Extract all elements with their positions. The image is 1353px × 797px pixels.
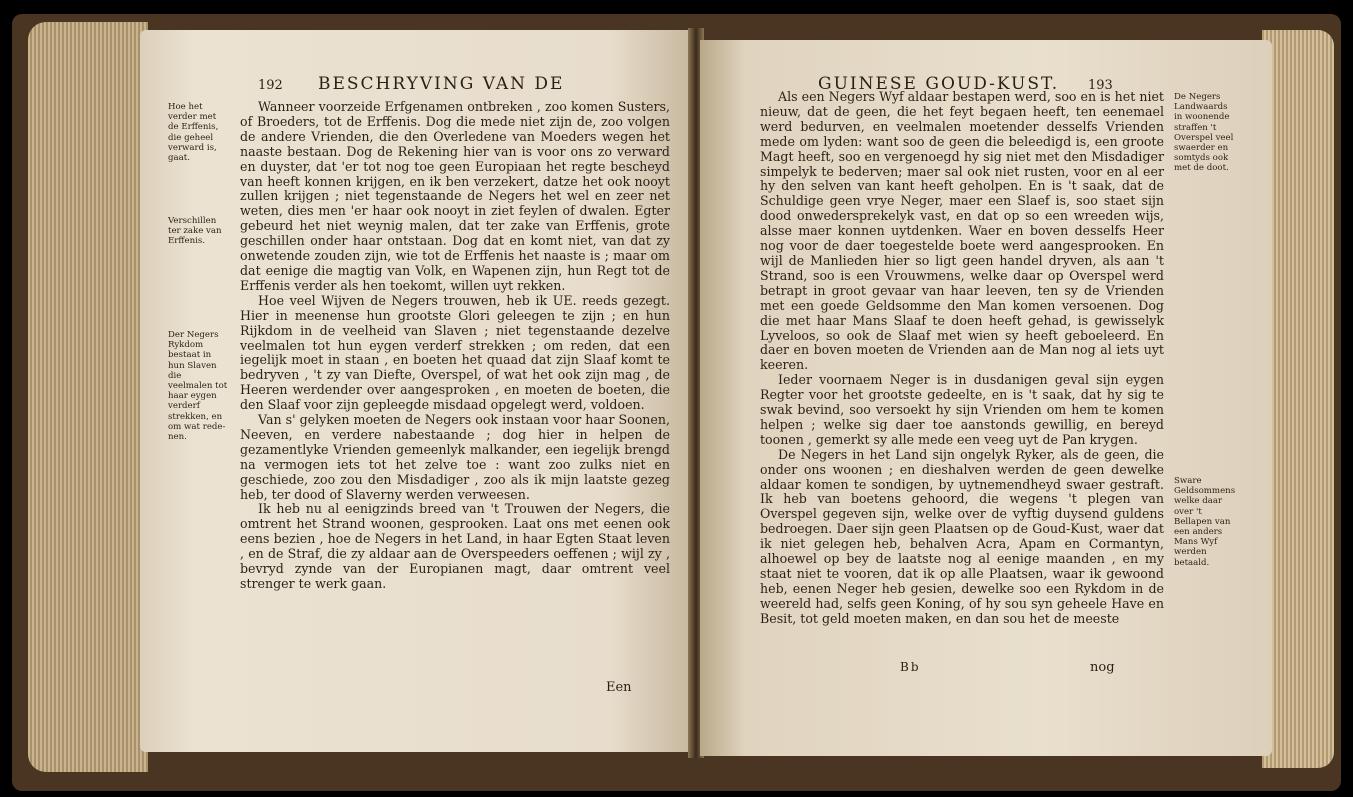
right-page-edges xyxy=(1262,30,1334,768)
right-catchword: nog xyxy=(1090,660,1115,675)
right-paragraph-1: Als een Negers Wyf aldaar bestapen werd, soo en is het niet nieuw, dat de geen, die het feyt begaen heeft, ten eenemael werd bedurven, en veelmalen moetender desselfs Vrienden mede om lyden: want soo de geen die beleedigd is, een groote Magt heeft, soo en vergenoegd hy sig niet met den Misdadiger simpelyk te bederven; maer sal ook niet rusten, voor en al eer hy den selven van kant heeft geholpen. En is 't saak, dat de Schuldige geen vrye Neger, maer een Slaef is, soo staet sijn dood onwedersprekelyk vast, en dat op so een wreeden wijs, alsse maer konnen uytdenken. Waer en boven desselfs Heer nog voor de daer toegestelde boete werd aangesprooken. En wijl de Manlieden hier so ligt geen handel dryven, als aan 't Strand, soo is een Vrouwmens, welke daar op Overspel werd betrapt in groot gevaar van haar leeven, ten sy de Vrienden met een goede Geldsomme den Man komen versoenen. Dog die met haar Mans Slaaf te doen heeft gehad, is gewisselyk Lyveloos, so ook de Slaaf met wien sy heeft geboeleerd. En daer en boven moeten de Vrienden aan de Man nog al iets uyt keeren. xyxy=(760,89,1164,373)
left-catchword: Een xyxy=(606,680,632,695)
left-paragraph-3: Van s' gelyken moeten de Negers ook instaan voor haar Soonen, Neeven, en verdere nabestaande ; dog hier in helpen de gezamentlyke Vrienden gemeenlyk malkander, een iegelijk brengd na vermogen iets tot het zelve toe : want zoo zulks niet en geschiede, zoo zou den Misdadiger , zoo als ik mijn laatste gezeg heb, ter dood of Slaverny werden verweesen. xyxy=(240,412,670,502)
right-running-head: GUINESE GOUD-KUST. xyxy=(818,74,1060,94)
left-page xyxy=(140,30,692,752)
right-page-text xyxy=(760,90,1164,627)
right-paragraph-3: De Negers in het Land sijn ongelyk Ryker, als de geen, die onder ons woonen ; en dieshalven werden de geen dewelke aldaar komen te sondigen, by uytnemendheyd swaer gestraft. Ik heb van boetens gehoord, die wegens 't plegen van Overspel gegeven sijn, welke over de vyftig duysend guldens bedroegen. Daer sijn geen Plaatsen op de Goud-Kust, waer dat ik niet gelegen heb, behalven Acra, Apam en Cormantyn, alhoewel op bey de laatste nog al eenige maanden , en my staat niet te vooren, dat ik op alle Plaatsen, waar ik gewoond heb, eenen Neger heb gesien, dewelke soo een Rykdom in de weereld had, selfs geen Koning, of hy sou syn geheele Have en Besit, tot geld moeten maken, en dan sou het de meeste xyxy=(760,446,1164,626)
right-page xyxy=(700,40,1272,756)
left-paragraph-2: Hoe veel Wijven de Negers trouwen, heb ik UE. reeds gezegt. Hier in meenense hun grootste Glori geleegen te zijn ; en hun Rijkdom in de veelheid van Slaven ; niet tegenstaande dezelve veelmalen tot hun eygen verderf strekken ; om reden, dat een iegelijk moet in staan , en boeten het quaad dat zijn Slaaf komt te bedryven , 't zy van Diefte, Overspel, of wat het ook zijn mag , de Heeren werdender over aangesproken , en moeten de boeten, die den Slaaf voor zijn gepleegde misdaad opgelegt werd, voldoen. xyxy=(240,292,670,413)
left-side-note-1: Hoe het verder met de Erffenis, die geheel verward is, gaat. xyxy=(168,102,219,164)
left-page-text xyxy=(240,100,670,592)
left-page-number: 192 xyxy=(258,78,283,93)
left-running-head: BESCHRYVING VAN DE xyxy=(318,74,565,94)
left-side-note-3: Der Negers Rykdom bestaat in hun Slaven die veelmalen tot haar eygen verderf strekken, en om wat rede-nen. xyxy=(168,330,228,443)
left-page-edges xyxy=(28,22,148,772)
right-page-number: 193 xyxy=(1088,78,1113,93)
left-paragraph-4: Ik heb nu al eenigzinds breed van 't Trouwen der Negers, die omtrent het Strand woonen, gesprooken. Laat ons met eenen ook eens bezien , hoe de Negers in het Land, in haar Egten Staat leven , en de Straf, die zy aldaar aan de Overspeeders oeffenen ; wijl zy , bevryd zynde van der Europianen magt, daar omtrent veel strenger te werk gaan. xyxy=(240,501,670,591)
signature-mark: Bb xyxy=(900,660,921,674)
right-side-note-1: De Negers Landwaards in woonende straffen 't Overspel veel swaerder en somtyds ook met de doot. xyxy=(1174,92,1234,174)
right-side-note-2: Sware Geldsommens welke daar over 't Bellapen van een anders Mans Wyf werden betaald. xyxy=(1174,476,1236,568)
left-side-note-2: Verschillen ter zake van Erffenis. xyxy=(168,216,222,247)
right-paragraph-2: Ieder voornaem Neger is in dusdanigen geval sijn eygen Regter voor het grootste gedeelte, en is 't saak, dat hy sig te swak bevind, soo versoekt hy sijn Vrienden om hem te komen helpen ; welke sig daer toe aanstonds gewillig, en bereyd toonen , gemerkt sy alle mede een veeg uyt de Pan krygen. xyxy=(760,372,1164,447)
left-paragraph-1: Wanneer voorzeide Erfgenamen ontbreken , zoo komen Susters, of Broeders, tot de Erffenis. Dog die mede niet zijn de, zoo volgen de andere Vrienden, die den Overledene van Moeders wegen het naaste bestaan. Dog de Rekening hier van is voor ons zo verward en duyster, dat 'er tot nog toe geen Europiaan het regte bescheyd van heeft konnen krijgen, en ik ben verzekert, datze het ook nooyt zullen krijgen ; niet tegenstaande de Negers het wel en zeer net weten, dies men 'er haar ook nooyt in ziet feylen of dwalen. Egter gebeurd het niet weynig malen, dat ter zake van Erffenis, grote geschillen onder haar ontstaan. Dog dat en komt niet, van dat zy onwetende zouden zijn, wie tot de Erffenis het naaste is ; maar om dat eenige die magtig van Volk, en Wapenen zijn, hun Regt tot de Erffenis verder als hen toekomt, willen uyt rekken. xyxy=(240,99,670,293)
